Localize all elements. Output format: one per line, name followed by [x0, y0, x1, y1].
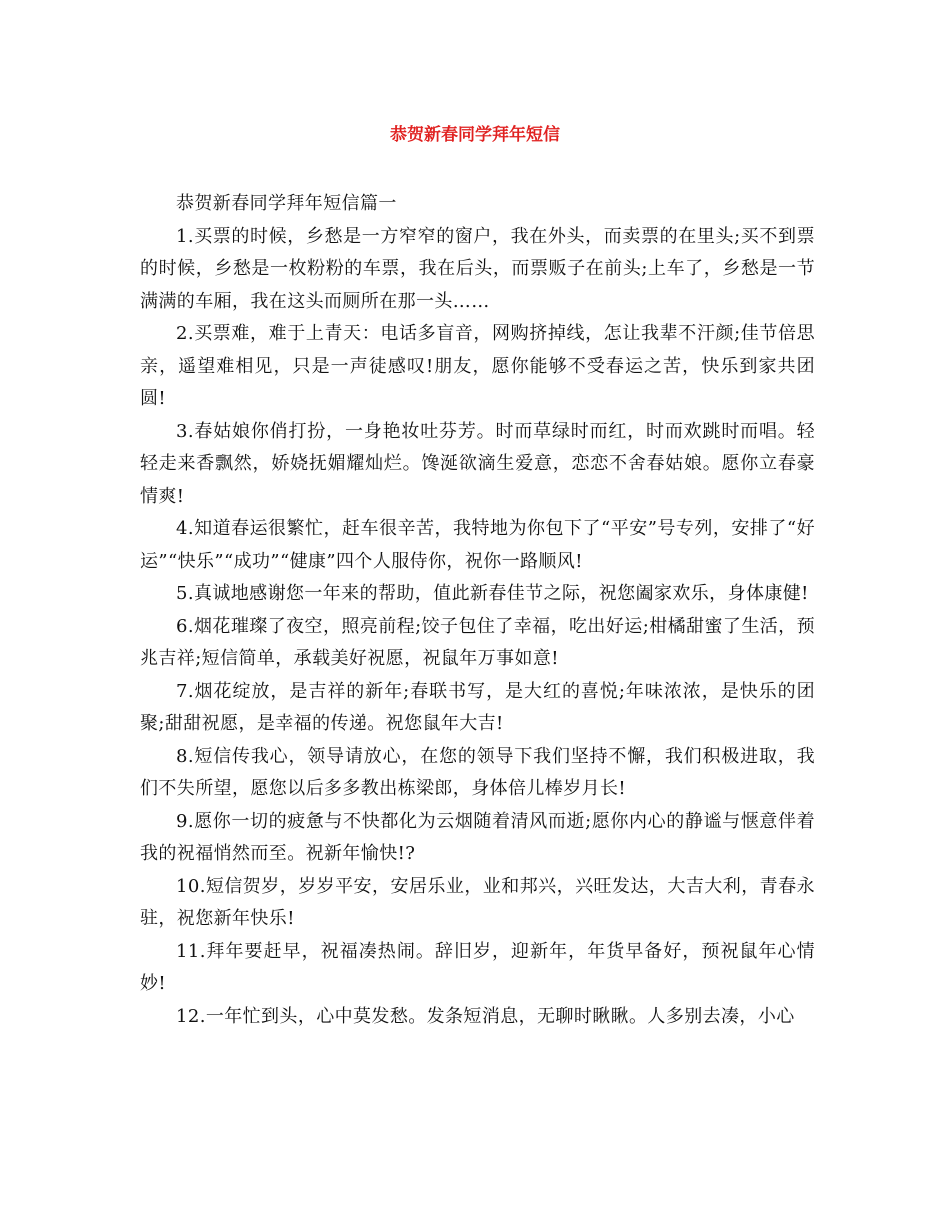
- paragraph: 12.一年忙到头，心中莫发愁。发条短消息，无聊时瞅瞅。人多别去凑，小心: [176, 1005, 795, 1027]
- paragraph: 4.知道春运很繁忙，赶车很辛苦，我特地为你包下了“平安”号专列，安排了“好运”“快乐”“成功”“健康”四个人服侍你，祝你一路顺风!: [140, 518, 815, 572]
- document-body: [140, 188, 815, 1033]
- document-title: 恭贺新春同学拜年短信: [390, 125, 560, 145]
- paragraph: 5.真诚地感谢您一年来的帮助，值此新春佳节之际，祝您阖家欢乐，身体康健!: [176, 583, 809, 604]
- paragraph: 1.买票的时候，乡愁是一方窄窄的窗户，我在外头，而卖票的在里头;买不到票的时候，乡愁是一枚粉粉的车票，我在后头，而票贩子在前头;上车了，乡愁是一节满满的车厢，我在这头而厕所在那一头……: [140, 225, 815, 312]
- paragraph: 11.拜年要赶早，祝福凑热闹。辞旧岁，迎新年，年货早备好，预祝鼠年心情妙!: [140, 940, 815, 994]
- paragraph: 8.短信传我心，领导请放心，在您的领导下我们坚持不懈，我们积极进取，我们不失所望，愿您以后多多教出栋梁郎，身体倍儿棒岁月长!: [140, 745, 815, 799]
- section-heading: 恭贺新春同学拜年短信篇一: [176, 193, 397, 214]
- paragraph: 7.烟花绽放，是吉祥的新年;春联书写，是大红的喜悦;年味浓浓，是快乐的团聚;甜甜祝愿，是幸福的传递。祝您鼠年大吉!: [140, 680, 815, 734]
- paragraph: 9.愿你一切的疲惫与不快都化为云烟随着清风而逝;愿你内心的静谧与惬意伴着我的祝福悄然而至。祝新年愉快!?: [140, 810, 815, 864]
- paragraph: 3.春姑娘你俏打扮，一身艳妆吐芬芳。时而草绿时而红，时而欢跳时而唱。轻轻走来香飘然，娇娆抚媚耀灿烂。馋涎欲滴生爱意，恋恋不舍春姑娘。愿你立春豪情爽!: [140, 420, 815, 507]
- paragraph: 2.买票难，难于上青天：电话多盲音，网购挤掉线，怎让我辈不汗颜;佳节倍思亲，遥望难相见，只是一声徒感叹!朋友，愿你能够不受春运之苦，快乐到家共团圆!: [140, 323, 815, 409]
- paragraph: 10.短信贺岁，岁岁平安，安居乐业，业和邦兴，兴旺发达，大吉大利，青春永驻，祝您新年快乐!: [140, 875, 815, 929]
- paragraph: 6.烟花璀璨了夜空，照亮前程;饺子包住了幸福，吃出好运;柑橘甜蜜了生活，预兆吉祥;短信简单，承载美好祝愿，祝鼠年万事如意!: [140, 615, 815, 669]
